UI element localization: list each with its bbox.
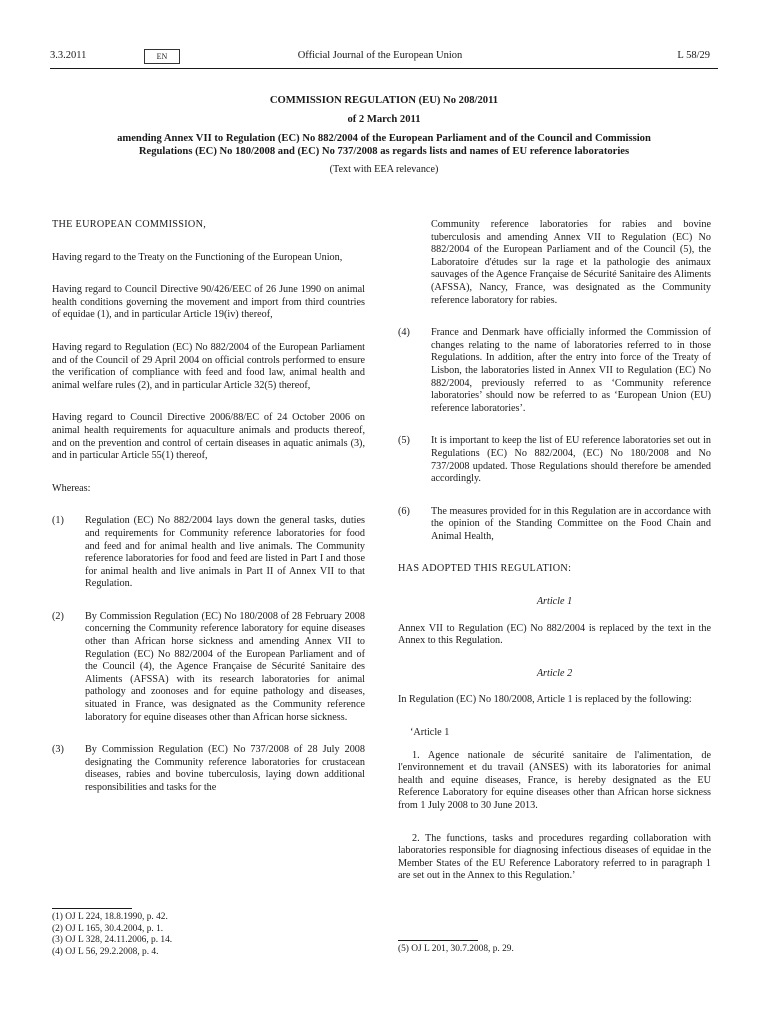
recital-number: (1) [52, 515, 64, 527]
page-header [50, 48, 710, 64]
recital-5 [398, 435, 711, 485]
journal-name: Official Journal of the European Union [297, 50, 463, 61]
regulation-title-block [100, 94, 668, 177]
recital-1 [52, 515, 365, 591]
citation-treaty: Having regard to the Treaty on the Functioning of the European Union, [52, 251, 343, 263]
footnote-4: (4) OJ L 56, 29.2.2008, p. 4. [52, 946, 159, 957]
right-column [398, 219, 711, 903]
recital-text: By Commission Regulation (EC) No 737/2008 of 28 July 2008 designating the Community reference laboratories for crustacean diseases, rabies and bovine tuberculosis, laying down additional responsibilities and tasks for the [85, 744, 365, 793]
recital-3-continued [398, 219, 711, 307]
article-2-title: Article 2 [536, 667, 573, 679]
eea-relevance: (Text with EEA relevance) [329, 164, 439, 175]
citation-directive-90-426: Having regard to Council Directive 90/426/EEC of 26 June 1990 on animal health conditions governing the movement and import from third countries of equidae (1), and in particular Article 19(iv) thereof, [52, 284, 365, 321]
quoted-paragraph-1: 1. Agence nationale de sécurité sanitaire de l'alimentation, de l'environnement et du travail (ANSES) with its laboratories for animal health and equine diseases, France, is hereby designated as the EU Reference Laboratory for equine diseases other than African horse sickness from 1 July 2008 to 30 June 2013. [398, 749, 711, 811]
citation-regulation-882-2004: Having regard to Regulation (EC) No 882/2004 of the European Parliament and of the Council of 29 April 2004 on official controls performed to ensure the verification of compliance with feed and food law, animal health and animal welfare rules (2), and in particular Article 32(5) thereof, [52, 341, 365, 391]
whereas-heading: Whereas: [52, 482, 91, 494]
language-badge: EN [144, 49, 180, 64]
article-2-text: In Regulation (EC) No 180/2008, Article 1 is replaced by the following: [398, 694, 692, 706]
footnote-2: (2) OJ L 165, 30.4.2004, p. 1. [52, 923, 164, 934]
footnote-rule-left [52, 908, 132, 909]
article-1-text: Annex VII to Regulation (EC) No 882/2004 is replaced by the text in the Annex to this Regulation. [398, 622, 711, 647]
footnote-3: (3) OJ L 328, 24.11.2006, p. 14. [52, 935, 173, 946]
recital-number: (2) [52, 610, 64, 622]
recital-text: By Commission Regulation (EC) No 180/2008 of 28 February 2008 concerning the Community reference laboratory for equine diseases other than African horse sickness and amending Annex VII to Regulation (EC) No 882/2004 of the European Parliament and of the Council (4), the Agence Française de Sécurité Sanitaire des Aliments (AFSSA) with its research laboratories for animal pathology and zoonoses and for equine pathology and diseases, situated in France, was designated as the Community reference laboratory for equine diseases other than African horse sickness. [85, 610, 365, 723]
regulation-date: of 2 March 2011 [347, 114, 421, 125]
quoted-article-1-title: ‘Article 1 [410, 727, 450, 739]
article-1-title: Article 1 [536, 596, 573, 608]
recital-text: The measures provided for in this Regulation are in accordance with the opinion of the Standing Committee on the Food Chain and Animal Health, [431, 505, 711, 542]
header-date: 3.3.2011 [50, 50, 87, 61]
adopted-heading: HAS ADOPTED THIS REGULATION: [398, 563, 572, 575]
footnotes-right [398, 944, 711, 956]
regulation-title: COMMISSION REGULATION (EU) No 208/2011 [269, 95, 499, 106]
recital-3 [52, 744, 365, 794]
recital-text: Community reference laboratories for rabies and bovine tuberculosis and amending Annex VII to Regulation (EC) No 882/2004 of the European Parliament and of the Council (5), the Laboratoire d'études sur la rage et la pathologie des animaux sauvages of the Agence Française de Sécurité Sanitaire des Aliments (AFSSA), Nancy, France, was designated as the Community reference laboratory for rabies. [431, 219, 711, 306]
header-rule [50, 68, 718, 69]
recital-number: (4) [398, 327, 410, 339]
footnote-5: (5) OJ L 201, 30.7.2008, p. 29. [398, 944, 514, 954]
recital-text: Regulation (EC) No 882/2004 lays down the general tasks, duties and requirements for Community reference laboratories for food and feed and for animal health and live animals. The Community reference laboratories for food and feed are listed in Part I and those for animal health and live animals in Part II of Annex VII to that Regulation. [85, 515, 365, 590]
recital-6 [398, 506, 711, 544]
recital-4 [398, 327, 711, 415]
regulation-subject: amending Annex VII to Regulation (EC) No 882/2004 of the European Parliament and of the Council and Commission Regulations (EC) No 180/2008 and (EC) No 737/2008 as regards lists and names of EU reference laboratories [117, 133, 651, 157]
recital-number: (5) [398, 435, 410, 447]
citation-directive-2006-88: Having regard to Council Directive 2006/88/EC of 24 October 2006 on animal health requirements for aquaculture animals and products thereof, and on the prevention and control of certain diseases in aquatic animals (3), and in particular Article 55(1) thereof, [52, 412, 365, 462]
quoted-paragraph-2: 2. The functions, tasks and procedures regarding collaboration with laboratories responsible for diagnosing infectious diseases of equidae in the Member States of the EU Reference Laboratory referred to in paragraph 1 are set out in the Annex to this Regulation.’ [398, 832, 711, 882]
recital-number: (6) [398, 505, 410, 517]
recital-text: It is important to keep the list of EU reference laboratories set out in Regulations (EC) No 882/2004, (EC) No 180/2008 and No 737/2008 updated. Those Regulations should therefore be amended accordingly. [431, 435, 711, 485]
left-column [52, 219, 365, 815]
recital-text: France and Denmark have officially informed the Commission of changes relating to the name of laboratories referred to in those Regulations. In addition, after the entry into force of the Treaty of Lisbon, the laboratories listed in Annex VII to Regulation (EC) No 882/2004, previously referred to as ‘Community reference laboratories’ should now be referred to as ‘European Union (EU) reference laboratories’. [431, 327, 711, 414]
recital-2 [52, 611, 365, 724]
page-number: L 58/29 [677, 50, 710, 61]
recital-number: (3) [52, 744, 64, 756]
commission-heading: THE EUROPEAN COMMISSION, [52, 219, 207, 230]
footnote-1: (1) OJ L 224, 18.8.1990, p. 42. [52, 912, 168, 922]
footnote-rule-right [398, 940, 478, 941]
footnotes-left [52, 912, 365, 958]
